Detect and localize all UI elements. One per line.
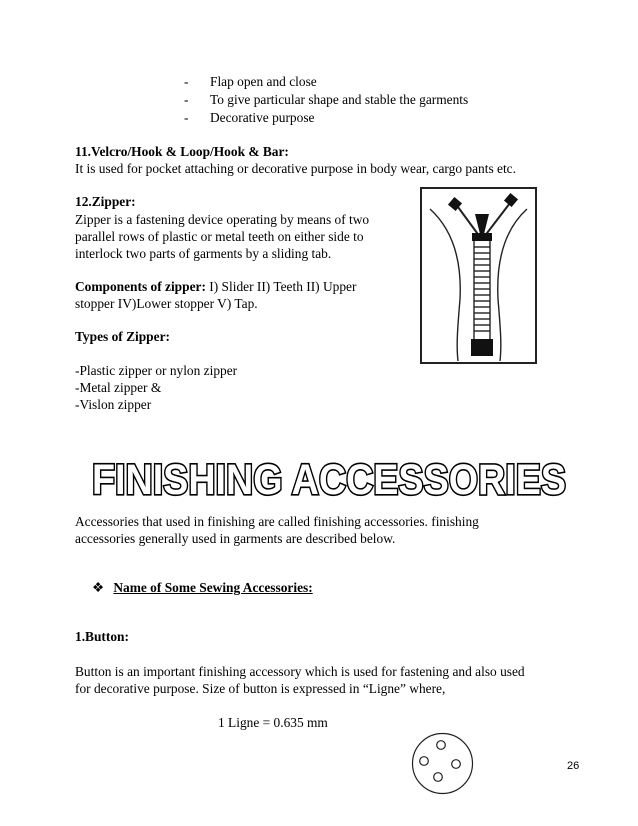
button-heading: 1.Button: (75, 629, 129, 644)
list-item (184, 74, 317, 90)
finishing-title-text: FINISHING ACCESSORIES (92, 456, 566, 504)
diamond-bullet-icon: ❖ (92, 580, 105, 595)
components-text-2: stopper IV)Lower stopper V) Tap. (75, 296, 258, 311)
velcro-heading: 11.Velcro/Hook & Loop/Hook & Bar: (75, 144, 289, 159)
components-line (75, 279, 356, 295)
button-illustration (410, 731, 475, 796)
list-dash: - (184, 92, 189, 107)
zipper-text-line: Zipper is a fastening device operating by means of two (75, 212, 370, 227)
components-label: Components of zipper: (75, 279, 206, 294)
button-text-line: for decorative purpose. Size of button is expressed in “Ligne” where, (75, 681, 446, 696)
list-item-text: Flap open and close (210, 74, 317, 89)
list-dash: - (184, 74, 189, 89)
ligne-formula: 1 Ligne = 0.635 mm (218, 715, 328, 730)
zipper-text-line: parallel rows of plastic or metal teeth on either side to (75, 229, 364, 244)
components-text: I) Slider II) Teeth II) Upper (205, 279, 357, 294)
finishing-title (88, 448, 570, 504)
zipper-text-line: interlock two parts of garments by a sliding tab. (75, 246, 332, 261)
velcro-text: It is used for pocket attaching or decorative purpose in body wear, cargo pants etc. (75, 161, 516, 176)
sewing-accessories-subheading: Name of Some Sewing Accessories: (113, 580, 313, 595)
zipper-type-item: -Metal zipper & (75, 380, 162, 395)
zipper-drawing (422, 189, 535, 362)
zipper-type-item: -Plastic zipper or nylon zipper (75, 363, 238, 378)
page-number: 26 (567, 760, 580, 772)
zipper-type-item: -Vislon zipper (75, 397, 152, 412)
zipper-illustration (420, 187, 537, 364)
finishing-intro-line: Accessories that used in finishing are called finishing accessories. finishing (75, 514, 479, 529)
types-heading: Types of Zipper: (75, 329, 170, 344)
list-item-text: Decorative purpose (210, 110, 315, 125)
list-dash: - (184, 110, 189, 125)
subheading-line (92, 580, 313, 596)
finishing-intro-line: accessories generally used in garments are described below. (75, 531, 396, 546)
list-item (184, 110, 314, 126)
list-item-text: To give particular shape and stable the garments (210, 92, 469, 107)
button-text-line: Button is an important finishing accessory which is used for fastening and also used (75, 664, 525, 679)
list-item (184, 92, 468, 108)
zipper-heading: 12.Zipper: (75, 194, 136, 209)
